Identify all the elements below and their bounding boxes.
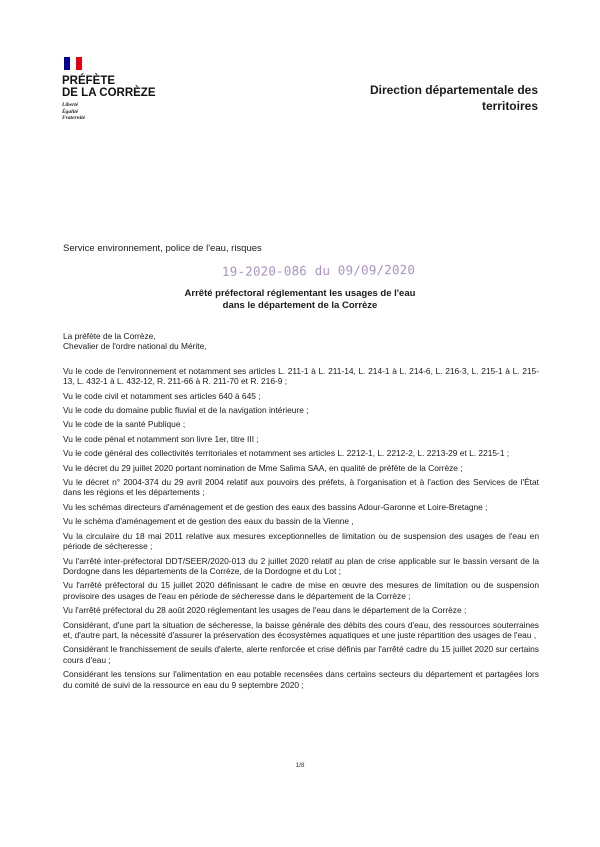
motto-liberte: Liberté (62, 102, 79, 108)
consideration-paragraph: Vu le décret du 29 juillet 2020 portant nomination de Mme Salima SAA, en qualité de préfète de la Corrèze ; (63, 462, 463, 473)
motto-egalite: Égalité (62, 108, 79, 115)
intro-block (63, 331, 539, 352)
title-line2: dans le département de la Corrèze (222, 299, 378, 311)
consideration-paragraph: Vu le code général des collectivités territoriales et notamment ses articles L. 2212-1, L. 2212-2, L. 2213-29 et L. 2215-1 ; (63, 448, 510, 459)
consideration-paragraph: Considérant les tensions sur l'alimentation en eau potable recensées dans certains secteurs du département et partagées lors du comité de suivi de la ressource en eau du 9 septembre 2020 ; (63, 669, 539, 690)
consideration-paragraph: Considérant le franchissement de seuils d'alerte, alerte renforcée et crise définis par l'arrêté cadre du 15 juillet 2020 sur certains cours d'eau ; (63, 644, 539, 665)
direction-heading (338, 82, 538, 114)
consideration-paragraph: Vu l'arrêté inter-préfectoral DDT/SEER/2020-013 du 2 juillet 2020 relatif au plan de crise applicable sur le bassin versant de la Dordogne dans les départements de la Corrèze, de la Dordogne et du Lot ; (63, 555, 539, 576)
direction-line1: Direction départementale des (369, 83, 538, 97)
consideration-paragraph: Vu le code du domaine public fluvial et de la navigation intérieure ; (63, 405, 309, 416)
direction-line2: territoires (481, 99, 538, 113)
flag-red (76, 57, 82, 70)
handwritten-reference: 19-2020-086 du 09/09/2020 (221, 261, 416, 280)
consideration-paragraph: Vu l'arrêté préfectoral du 15 juillet 2020 définissant le cadre de mise en œuvre des mesures de limitation ou de suspension provisoire des usages de l'eau en période de sécheresse dans le département de la Corrèze ; (63, 580, 539, 601)
page-number: 1/8 (295, 762, 305, 769)
consideration-paragraph: Vu le code pénal et notamment son livre 1er, titre III ; (63, 433, 259, 444)
service-line: Service environnement, police de l'eau, risques (63, 243, 262, 254)
republic-motto (62, 102, 192, 122)
considerations-list (63, 366, 539, 690)
consideration-paragraph: Vu le schéma d'aménagement et de gestion des eaux du bassin de la Vienne , (63, 516, 354, 527)
consideration-paragraph: Vu le code de la santé Publique ; (63, 419, 186, 430)
document-title (100, 288, 500, 311)
consideration-paragraph: Vu le code civil et notamment ses articles 640 à 645 ; (63, 390, 261, 401)
consideration-paragraph: Vu le décret n° 2004-374 du 29 avril 2004 relatif aux pouvoirs des préfets, à l'organisation et à l'action des Services de l'État dans les régions et les départements ; (63, 477, 539, 498)
prefecture-name-line1: PRÉFÈTE (62, 75, 116, 87)
consideration-paragraph: Vu l'arrêté préfectoral du 28 août 2020 réglementant les usages de l'eau dans le département de la Corrèze ; (63, 605, 467, 616)
flag-icon (64, 57, 82, 70)
prefecture-logo (62, 57, 192, 122)
consideration-paragraph: Considérant, d'une part la situation de sécheresse, la baisse générale des débits des cours d'eau, des ressources souterraines et, d'autre part, la nécessité d'assurer la préservation des écosystèmes aquatiques et une juste répartition des usages de l'eau , (63, 619, 539, 640)
intro-line1: La préfète de la Corrèze, (63, 331, 156, 341)
consideration-paragraph: Vu la circulaire du 18 mai 2011 relative aux mesures exceptionnelles de limitation ou de suspension des usages de l'eau en période de sécheresse ; (63, 530, 539, 552)
consideration-paragraph: Vu le code de l'environnement et notamment ses articles L. 211-1 à L. 211-14, L. 214-1 à L. 214-6, L. 216-3, L. 215-1 à L. 215-13, L. 432-1 à L. 432-12, R. 211-66 à R. 211-70 et R. 216-9 ; (63, 365, 539, 387)
intro-line2: Chevalier de l'ordre national du Mérite, (63, 341, 207, 352)
prefecture-name-line2: DE LA CORRÈZE (62, 87, 156, 99)
consideration-paragraph: Vu les schémas directeurs d'aménagement et de gestion des eaux des bassins Adour-Garonne et Loire-Bretagne ; (63, 501, 488, 512)
title-line1: Arrêté préfectoral réglementant les usages de l'eau (184, 288, 416, 299)
document-body (63, 331, 539, 694)
motto-fraternite: Fraternité (62, 115, 86, 122)
